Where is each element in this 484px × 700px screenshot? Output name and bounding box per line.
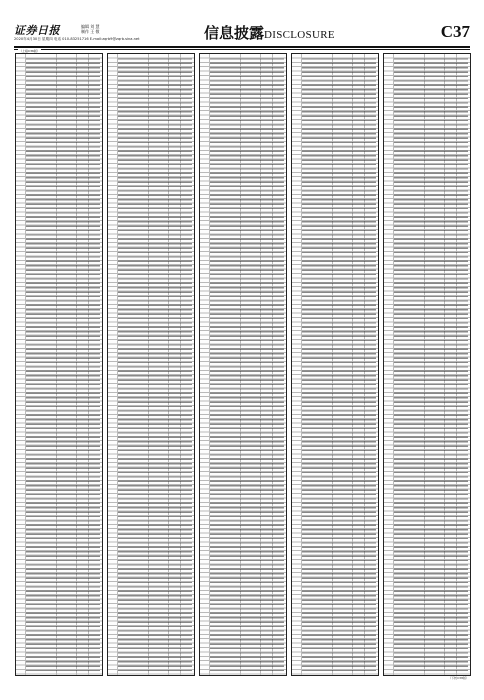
continued-from-label: （上接C36版） — [19, 49, 40, 53]
continued-on-label: （下转C38版） — [448, 676, 469, 680]
table-column-3 — [199, 53, 287, 676]
header-rule-thin — [14, 49, 470, 50]
table-column-5 — [383, 53, 471, 676]
page-header — [14, 22, 470, 46]
table-column-2 — [107, 53, 195, 676]
page-number: C37 — [440, 22, 470, 41]
editor-line: 编辑 刘 慧 — [81, 24, 100, 29]
masthead-logo: 证券日报 — [14, 24, 60, 37]
section-title — [204, 22, 335, 43]
section-title-cn: 信息披露 — [204, 24, 265, 42]
header-rule — [14, 46, 470, 48]
dateline: 2020年4月30日 星期四 电话 010-83251716 E-mail:zqrb9@zqrb.sina.net — [14, 37, 140, 41]
editor-credits — [81, 24, 100, 34]
producer-line: 制作 王 敬 — [81, 29, 100, 34]
disclosure-columns — [15, 49, 469, 674]
table-column-4 — [291, 53, 379, 676]
section-title-en: DISCLOSURE — [264, 29, 335, 41]
table-column-1 — [15, 49, 103, 676]
